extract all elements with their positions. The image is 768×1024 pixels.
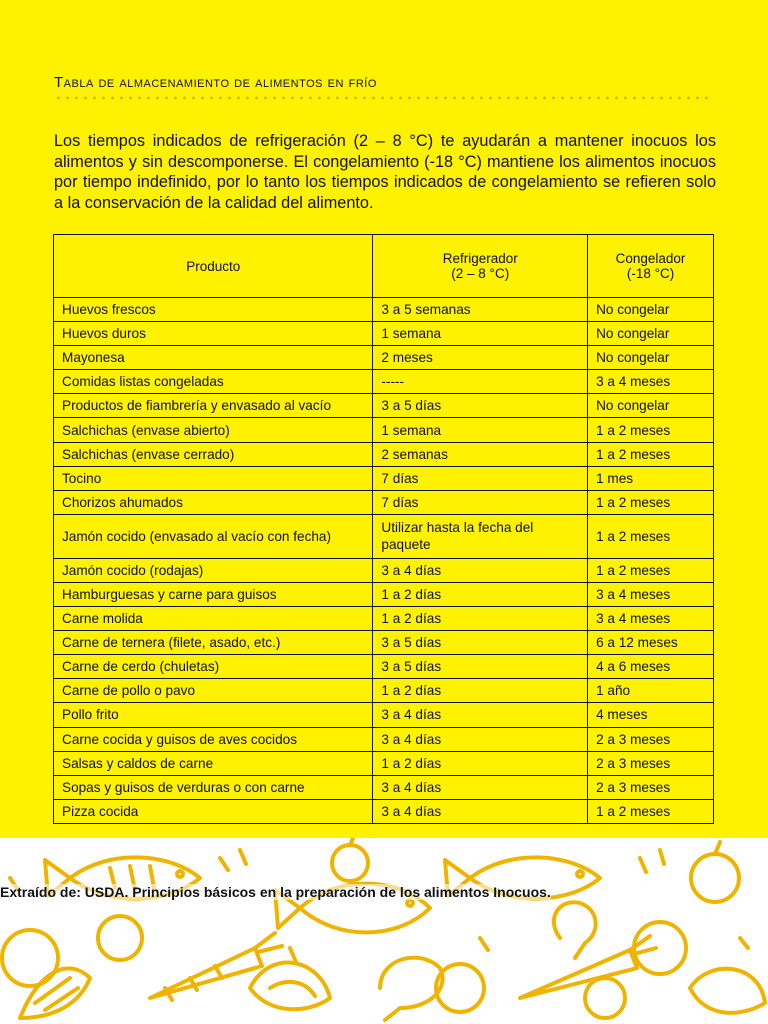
cell-freezer: 3 a 4 meses	[588, 582, 714, 606]
header-fridge	[373, 235, 588, 298]
cell-fridge: 3 a 4 días	[373, 799, 588, 823]
table-row	[54, 418, 714, 442]
cell-freezer: 1 a 2 meses	[588, 799, 714, 823]
header-fridge-label: Refrigerador	[442, 251, 518, 266]
header-fridge-range: (2 – 8 °C)	[451, 266, 510, 281]
food-illustration-footer	[0, 838, 768, 1024]
cell-fridge: 1 semana	[373, 418, 588, 442]
cell-freezer: 2 a 3 meses	[588, 775, 714, 799]
cell-freezer: 1 a 2 meses	[588, 490, 714, 514]
cell-freezer: 1 año	[588, 679, 714, 703]
cell-fridge: 1 semana	[373, 322, 588, 346]
cell-fridge: 2 semanas	[373, 442, 588, 466]
cell-fridge: 7 días	[373, 466, 588, 490]
cell-freezer: 4 meses	[588, 703, 714, 727]
cell-freezer: 2 a 3 meses	[588, 751, 714, 775]
table-row	[54, 727, 714, 751]
cell-product: Jamón cocido (rodajas)	[54, 558, 373, 582]
cell-product: Mayonesa	[54, 346, 373, 370]
cell-freezer: No congelar	[588, 394, 714, 418]
cell-product: Jamón cocido (envasado al vacío con fecha)	[54, 514, 373, 558]
table-row	[54, 799, 714, 823]
page-title: Tabla de almacenamiento de alimentos en frío	[54, 74, 377, 91]
table-row	[54, 631, 714, 655]
cell-fridge: 3 a 5 semanas	[373, 298, 588, 322]
vegetables-illustration-icon	[0, 838, 768, 1024]
cell-freezer: 1 mes	[588, 466, 714, 490]
cell-fridge: 3 a 5 días	[373, 655, 588, 679]
cell-product: Hamburguesas y carne para guisos	[54, 582, 373, 606]
table-row	[54, 466, 714, 490]
cell-product: Tocino	[54, 466, 373, 490]
food-storage-table	[53, 234, 714, 824]
table-row	[54, 298, 714, 322]
table-row	[54, 558, 714, 582]
cell-fridge: Utilizar hasta la fecha del paquete	[373, 514, 588, 558]
cell-fridge: 1 a 2 días	[373, 679, 588, 703]
cell-fridge: 1 a 2 días	[373, 607, 588, 631]
cell-fridge: 3 a 4 días	[373, 727, 588, 751]
header-freezer-label: Congelador	[615, 251, 686, 266]
cell-fridge: 3 a 4 días	[373, 558, 588, 582]
table-row	[54, 346, 714, 370]
table-row	[54, 679, 714, 703]
table-row	[54, 490, 714, 514]
table-row	[54, 775, 714, 799]
cell-freezer: 1 a 2 meses	[588, 442, 714, 466]
cell-freezer: 3 a 4 meses	[588, 370, 714, 394]
cell-fridge: 3 a 5 días	[373, 394, 588, 418]
source-citation: Extraído de: USDA. Principios básicos en la preparación de los alimentos Inocuos.	[0, 884, 551, 900]
table-row	[54, 607, 714, 631]
cell-product: Pollo frito	[54, 703, 373, 727]
cell-freezer: 2 a 3 meses	[588, 727, 714, 751]
cell-product: Carne de ternera (filete, asado, etc.)	[54, 631, 373, 655]
cell-product: Huevos frescos	[54, 298, 373, 322]
table-row	[54, 655, 714, 679]
cell-product: Huevos duros	[54, 322, 373, 346]
title-dotted-divider	[54, 96, 714, 100]
cell-product: Productos de fiambrería y envasado al vacío	[54, 394, 373, 418]
cell-fridge: 3 a 4 días	[373, 703, 588, 727]
header-product: Producto	[54, 235, 373, 298]
cell-freezer: 6 a 12 meses	[588, 631, 714, 655]
cell-product: Salsas y caldos de carne	[54, 751, 373, 775]
cell-product: Chorizos ahumados	[54, 490, 373, 514]
cell-fridge: -----	[373, 370, 588, 394]
table-row	[54, 322, 714, 346]
cell-fridge: 2 meses	[373, 346, 588, 370]
cell-product: Pizza cocida	[54, 799, 373, 823]
cell-freezer: No congelar	[588, 322, 714, 346]
cell-fridge: 3 a 5 días	[373, 631, 588, 655]
cell-product: Salchichas (envase cerrado)	[54, 442, 373, 466]
cell-product: Carne de cerdo (chuletas)	[54, 655, 373, 679]
table-header-row	[54, 235, 714, 298]
cell-product: Comidas listas congeladas	[54, 370, 373, 394]
table-row	[54, 751, 714, 775]
cell-freezer: 1 a 2 meses	[588, 558, 714, 582]
cell-freezer: 1 a 2 meses	[588, 418, 714, 442]
header-freezer	[588, 235, 714, 298]
cell-freezer: No congelar	[588, 346, 714, 370]
cell-fridge: 1 a 2 días	[373, 582, 588, 606]
table-row	[54, 394, 714, 418]
header-freezer-range: (-18 °C)	[626, 266, 675, 281]
cell-product: Carne cocida y guisos de aves cocidos	[54, 727, 373, 751]
cell-freezer: 3 a 4 meses	[588, 607, 714, 631]
cell-product: Salchichas (envase abierto)	[54, 418, 373, 442]
cell-fridge: 3 a 4 días	[373, 775, 588, 799]
intro-paragraph: Los tiempos indicados de refrigeración (2 – 8 °C) te ayudarán a mantener inocuos los alimentos y sin descomponerse. El congelamiento (-18 °C) mantiene los alimentos inocuos por tiempo indefinido, por lo tanto los tiempos indicados de congelamiento se refieren solo a la conservación de la calidad del alimento.	[54, 132, 716, 212]
cell-freezer: 1 a 2 meses	[588, 514, 714, 558]
table-row	[54, 703, 714, 727]
table-row	[54, 370, 714, 394]
cell-product: Sopas y guisos de verduras o con carne	[54, 775, 373, 799]
table-row	[54, 582, 714, 606]
table-row	[54, 442, 714, 466]
cell-freezer: No congelar	[588, 298, 714, 322]
table-row	[54, 514, 714, 558]
cell-product: Carne de pollo o pavo	[54, 679, 373, 703]
cell-product: Carne molida	[54, 607, 373, 631]
cell-fridge: 7 días	[373, 490, 588, 514]
cell-fridge: 1 a 2 días	[373, 751, 588, 775]
cell-freezer: 4 a 6 meses	[588, 655, 714, 679]
